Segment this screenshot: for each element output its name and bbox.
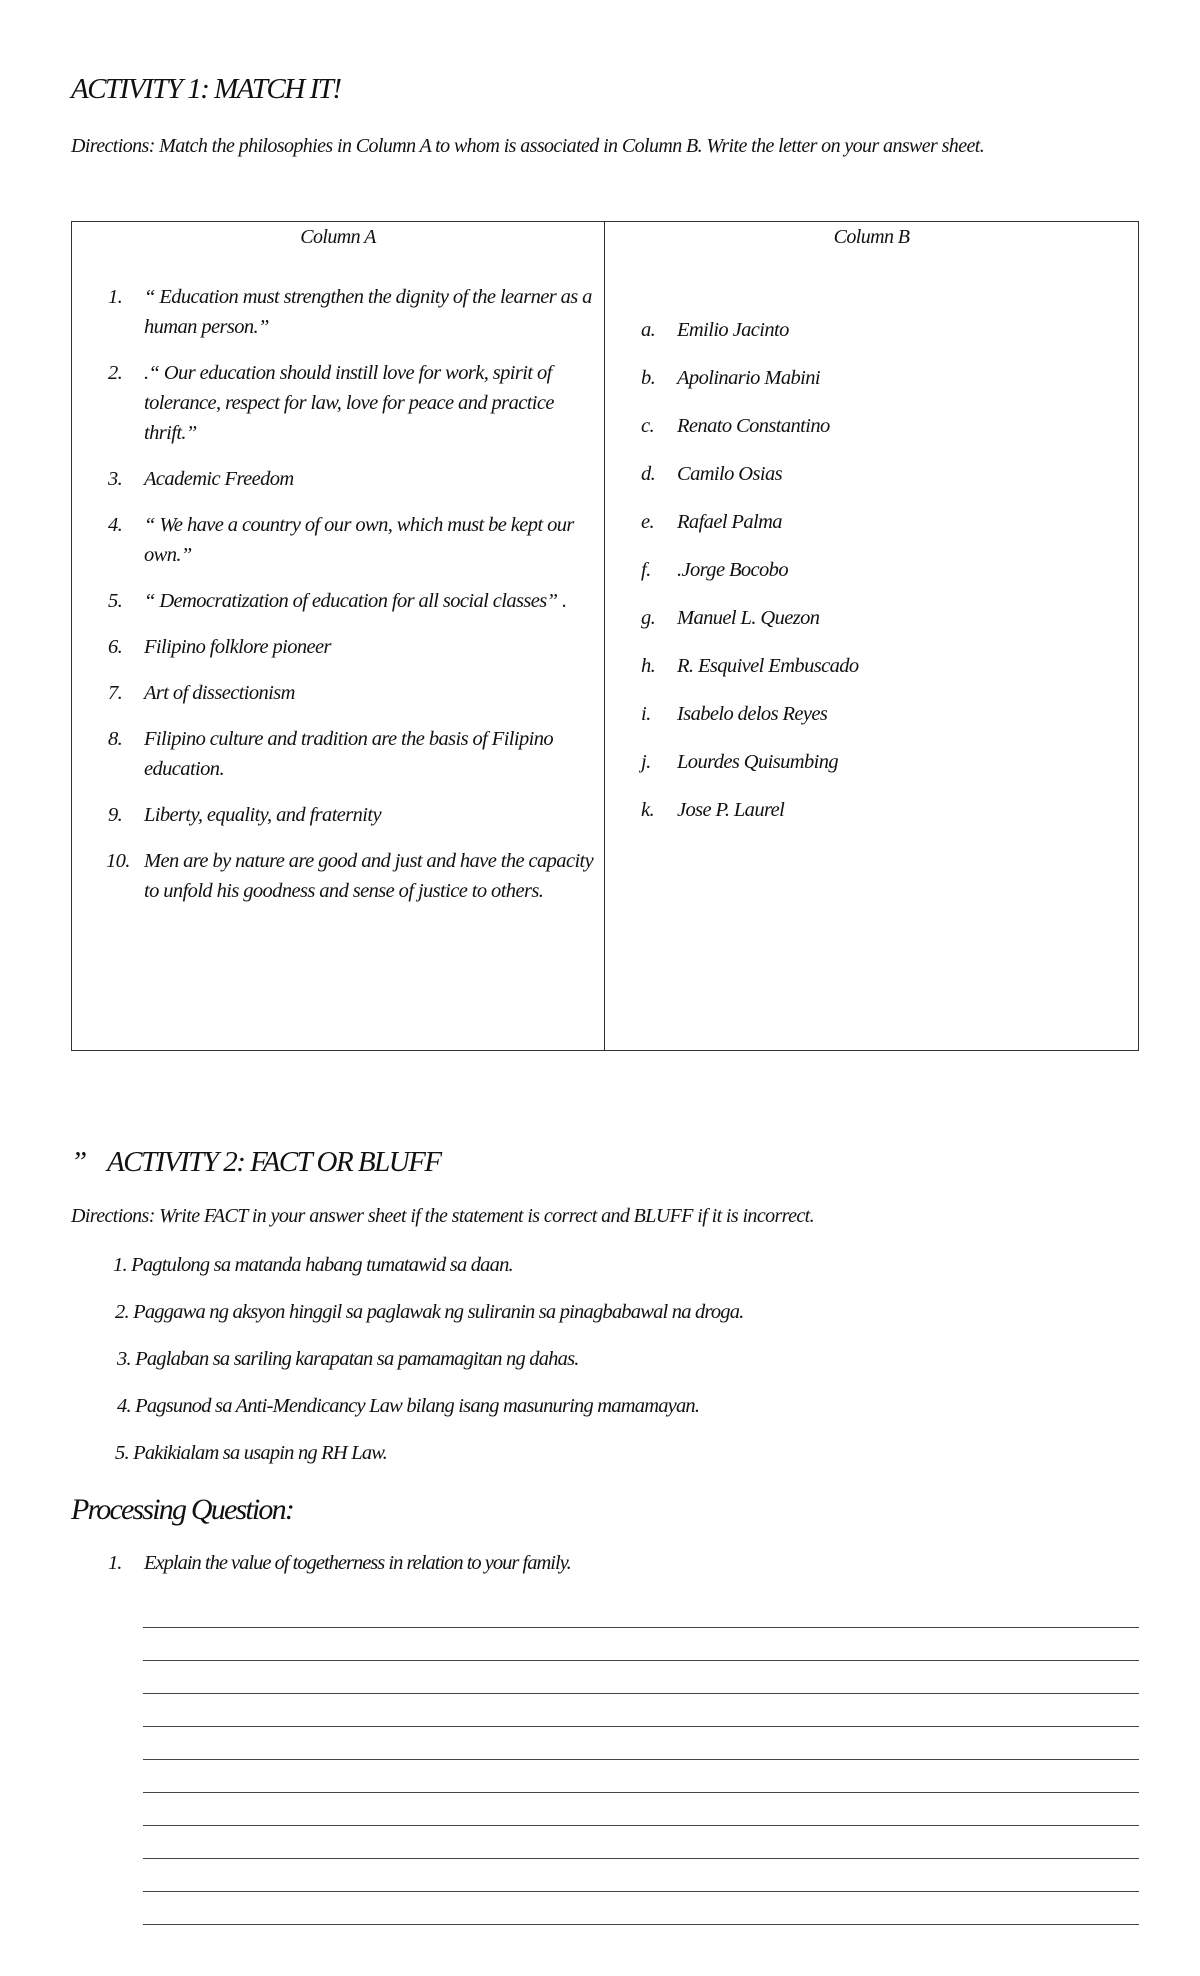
column-a-item: 3. Academic Freedom	[108, 468, 294, 490]
column-b-item: a. Emilio Jacinto	[641, 319, 789, 341]
answer-line[interactable]	[143, 1727, 1139, 1760]
processing-question-title: Processing Question:	[71, 1493, 294, 1526]
fact-item: 4. Pagsunod sa Anti-Mendicancy Law bilang isang masunuring mamamayan.	[117, 1395, 700, 1417]
column-b-item: k. Jose P. Laurel	[641, 799, 785, 821]
activity2-title: ACTIVITY 2: FACT OR BLUFF	[107, 1146, 441, 1178]
column-b-header: Column B	[833, 226, 910, 248]
activity1-directions: Directions: Match the philosophies in Column A to whom is associated in Column B. Write the letter on your answer sheet.	[71, 135, 985, 157]
column-b-list	[605, 315, 1105, 843]
answer-line[interactable]	[143, 1694, 1139, 1727]
fact-or-bluff-list	[113, 1250, 744, 1485]
fact-item: 2. Paggawa ng aksyon hinggil sa paglawak ng suliranin sa pinagbabawal na droga.	[115, 1301, 744, 1323]
column-b-item: j. Lourdes Quisumbing	[641, 751, 838, 773]
column-b-item: e. Rafael Palma	[641, 511, 782, 533]
answer-line[interactable]	[143, 1892, 1139, 1925]
fact-item: 5. Pakikialam sa usapin ng RH Law.	[115, 1442, 387, 1464]
matching-table	[71, 221, 1139, 1051]
column-a-item: 6. Filipino folklore pioneer	[108, 636, 331, 658]
column-a-item: 8. Filipino culture and tradition are the basis of Filipino education.	[108, 728, 554, 780]
column-a-header: Column A	[300, 226, 376, 248]
column-a-item: 2. .“ Our education should instill love for work, spirit of tolerance, respect for law, love for peace and practice thrift.”	[108, 362, 554, 444]
answer-line[interactable]	[143, 1760, 1139, 1793]
column-b-item: d. Camilo Osias	[641, 463, 782, 485]
column-b-item: b. Apolinario Mabini	[641, 367, 820, 389]
column-a-list	[72, 282, 604, 922]
answer-line[interactable]	[143, 1628, 1139, 1661]
column-b-item: i. Isabelo delos Reyes	[641, 703, 828, 725]
stray-quote-mark: ”	[71, 1146, 88, 1178]
answer-line[interactable]	[143, 1826, 1139, 1859]
fact-item: 3. Paglaban sa sariling karapatan sa pamamagitan ng dahas.	[117, 1348, 579, 1370]
processing-question: 1. Explain the value of togetherness in relation to your family.	[108, 1552, 571, 1574]
answer-line[interactable]	[143, 1859, 1139, 1892]
column-b-item: c. Renato Constantino	[641, 415, 830, 437]
answer-line[interactable]	[143, 1661, 1139, 1694]
column-b-item: g. Manuel L. Quezon	[641, 607, 820, 629]
column-a-item: 4. “ We have a country of our own, which must be kept our own.”	[108, 514, 574, 566]
answer-line[interactable]	[143, 1793, 1139, 1826]
activity1-title: ACTIVITY 1: MATCH IT!	[71, 73, 341, 105]
fact-item: 1. Pagtulong sa matanda habang tumatawid sa daan.	[113, 1254, 513, 1276]
column-a-item: 5. “ Democratization of education for all social classes” .	[108, 590, 567, 612]
column-a-item: 10. Men are by nature are good and just and have the capacity to unfold his goodness and sense of justice to others.	[106, 850, 594, 902]
answer-lines	[143, 1595, 1139, 1925]
column-a-item: 1. “ Education must strengthen the dignity of the learner as a human person.”	[108, 286, 592, 338]
column-b-item: h. R. Esquivel Embuscado	[641, 655, 859, 677]
activity2-directions: Directions: Write FACT in your answer sheet if the statement is correct and BLUFF if it is incorrect.	[71, 1205, 815, 1227]
column-a-item: 9. Liberty, equality, and fraternity	[108, 804, 382, 826]
column-a-item: 7. Art of dissectionism	[108, 682, 295, 704]
answer-line[interactable]	[143, 1595, 1139, 1628]
column-b-item: f. .Jorge Bocobo	[641, 559, 788, 581]
